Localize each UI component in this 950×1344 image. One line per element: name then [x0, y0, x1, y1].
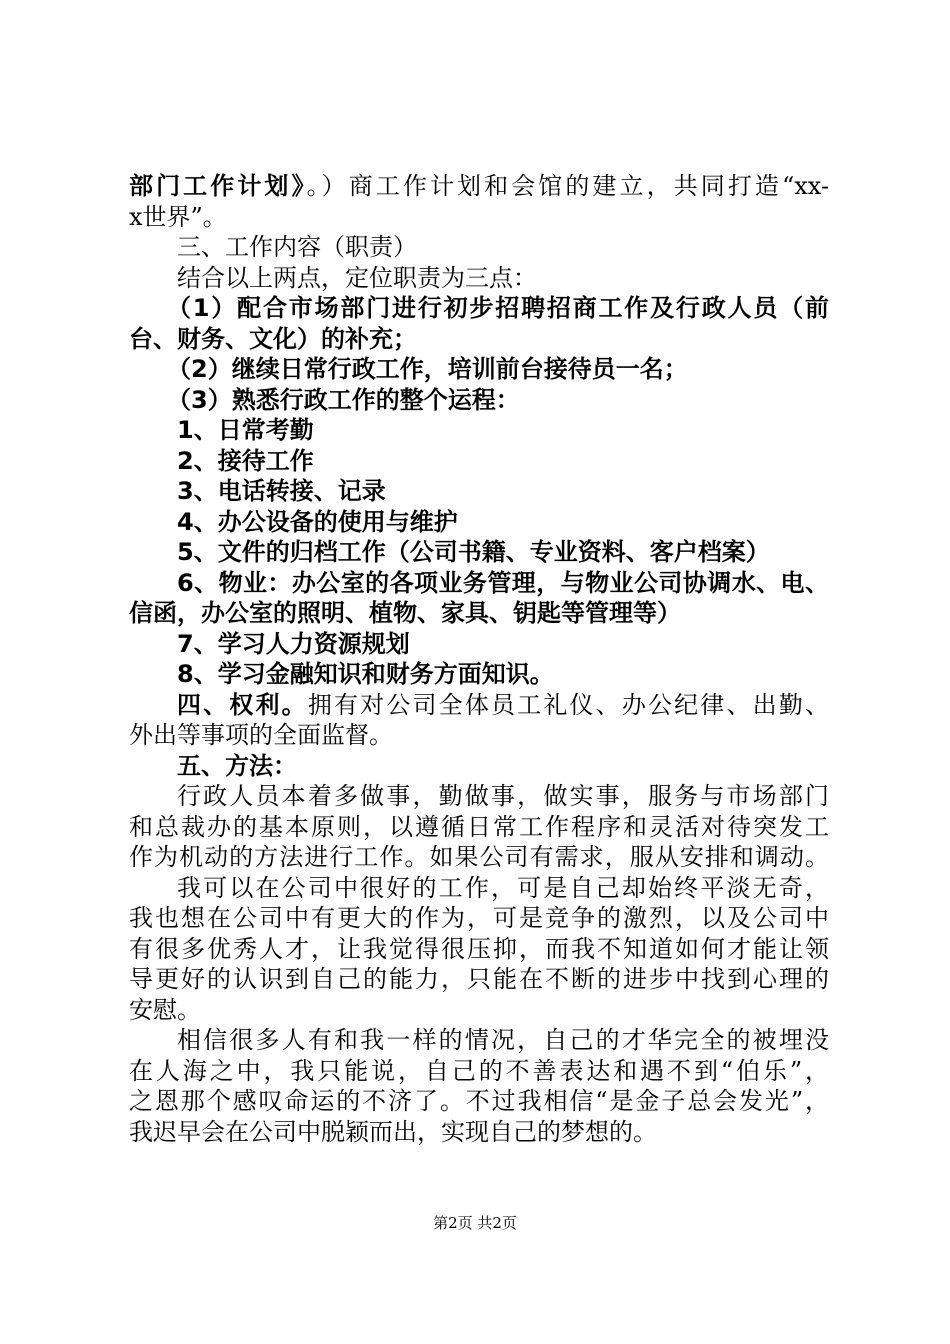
text-line: 8、学习金融知识和财务方面知识。 [177, 660, 554, 688]
page-footer: 第2页 共2页 [433, 1214, 517, 1232]
text-line: 相信很多人有和我一样的情况，自己的才华完全的被埋没 [177, 1026, 829, 1054]
text-line: （2）继续日常行政工作，培训前台接待员一名； [167, 355, 688, 383]
text-line: 6、物业：办公室的各项业务管理，与物业公司协调水、电、 [177, 568, 829, 597]
text-line: 我迟早会在公司中脱颖而出，实现自己的梦想的。 [129, 1117, 657, 1146]
text-line: 我也想在公司中有更大的作为，可是竞争的激烈，以及公司中 [129, 904, 829, 932]
bold-heading-text: 部门工作计划》 [129, 172, 307, 200]
text-line: 在人海之中，我只能说，自己的不善表达和遇不到“伯乐”， [129, 1056, 829, 1085]
body-text: 。）商工作计划和会馆的建立，共同打造“xx- [306, 172, 830, 200]
text-line: 结合以上两点，定位职责为三点： [177, 263, 537, 292]
text-line: （3）熟悉行政工作的整个运程： [167, 385, 520, 414]
text-line: 五、方法： [177, 751, 297, 780]
body-text: 拥有对公司全体员工礼仪、办公纪律、出勤、 [307, 690, 830, 719]
text-line: （1）配合市场部门进行初步招聘招商工作及行政人员（前 [167, 294, 829, 322]
text-line: 1、日常考勤 [177, 416, 314, 444]
text-line [129, 690, 829, 721]
text-line: 7、学习人力资源规划 [177, 629, 410, 658]
text-line: 台、财务、文化）的补充； [129, 324, 417, 353]
text-line [129, 171, 829, 202]
text-line: 2、接待工作 [177, 446, 314, 475]
document-body [129, 171, 829, 1147]
text-line: 信函，办公室的照明、植物、家具、钥匙等管理等） [129, 599, 681, 627]
text-line: 4、办公设备的使用与维护 [177, 507, 458, 536]
text-line: 作为机动的方法进行工作。如果公司有需求，服从安排和调动。 [129, 843, 829, 871]
text-line: 导更好的认识到自己的能力，只能在不断的进步中找到心理的 [129, 965, 829, 993]
text-line: 三、工作内容（职责） [177, 233, 417, 261]
text-line: 外出等事项的全面监督。 [129, 721, 393, 749]
text-line: 之恩那个感叹命运的不济了。不过我相信“是金子总会发光”， [129, 1087, 829, 1115]
text-line: 和总裁办的基本原则，以遵循日常工作程序和灵活对待突发工 [129, 812, 829, 841]
text-line: 有很多优秀人才，让我觉得很压抑，而我不知道如何才能让领 [129, 934, 829, 963]
text-line: 5、文件的归档工作（公司书籍、专业资料、客户档案） [177, 538, 770, 566]
text-line: 行政人员本着多做事，勤做事，做实事，服务与市场部门 [177, 782, 829, 810]
text-line: 我可以在公司中很好的工作，可是自己却始终平淡无奇， [177, 873, 829, 902]
text-line: x世界”。 [129, 202, 227, 231]
text-line: 安慰。 [129, 995, 201, 1024]
bold-heading-text: 四、权利。 [177, 690, 308, 719]
text-line: 3、电话转接、记录 [177, 477, 386, 505]
